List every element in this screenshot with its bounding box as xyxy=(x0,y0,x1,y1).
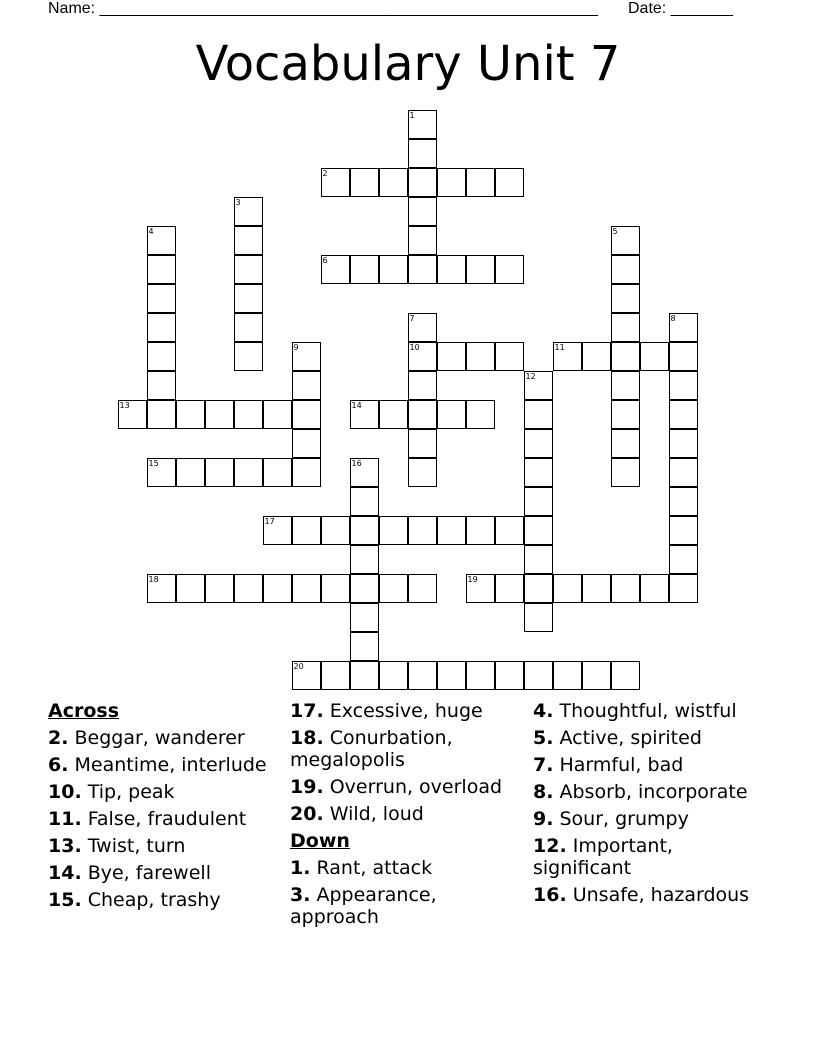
grid-cell[interactable] xyxy=(437,661,466,690)
grid-cell[interactable] xyxy=(292,342,321,371)
grid-cell[interactable] xyxy=(350,168,379,197)
grid-cell[interactable] xyxy=(669,458,698,487)
grid-cell[interactable] xyxy=(234,284,263,313)
grid-cell[interactable] xyxy=(466,516,495,545)
grid-cell[interactable] xyxy=(292,661,321,690)
cell-number: 14 xyxy=(351,400,362,410)
grid-cell[interactable] xyxy=(669,342,698,371)
clue-across-17: 17. Excessive, huge xyxy=(290,700,483,722)
clue-down-9: 9. Sour, grumpy xyxy=(533,808,689,830)
grid-cell[interactable] xyxy=(437,400,466,429)
clue-down-16: 16. Unsafe, hazardous xyxy=(533,884,750,906)
clue-down-7: 7. Harmful, bad xyxy=(533,754,684,776)
grid-cell[interactable] xyxy=(408,400,437,429)
cell-number: 8 xyxy=(670,313,676,323)
grid-cell[interactable] xyxy=(350,545,379,574)
cell-number: 10 xyxy=(409,342,420,352)
grid-cell[interactable] xyxy=(408,313,437,342)
grid-cell[interactable] xyxy=(292,429,321,458)
grid-cell[interactable] xyxy=(524,516,553,545)
grid-cell[interactable] xyxy=(669,487,698,516)
grid-cell[interactable] xyxy=(408,110,437,139)
grid-cell[interactable] xyxy=(408,661,437,690)
grid-cell[interactable] xyxy=(234,255,263,284)
grid-cell[interactable] xyxy=(408,226,437,255)
grid-cell[interactable] xyxy=(263,516,292,545)
grid-cell[interactable] xyxy=(147,400,176,429)
grid-cell[interactable] xyxy=(350,487,379,516)
grid-cell[interactable] xyxy=(640,574,669,603)
grid-cell[interactable] xyxy=(292,516,321,545)
grid-cell[interactable] xyxy=(669,371,698,400)
grid-cell[interactable] xyxy=(205,400,234,429)
grid-cell[interactable] xyxy=(321,661,350,690)
grid-cell[interactable] xyxy=(669,429,698,458)
grid-cell[interactable] xyxy=(611,226,640,255)
grid-cell[interactable] xyxy=(611,342,640,371)
grid-cell[interactable] xyxy=(611,429,640,458)
grid-cell[interactable] xyxy=(495,574,524,603)
cell-number: 16 xyxy=(351,458,362,468)
grid-cell[interactable] xyxy=(466,168,495,197)
grid-cell[interactable] xyxy=(176,574,205,603)
cell-number: 17 xyxy=(264,516,275,526)
grid-cell[interactable] xyxy=(611,313,640,342)
grid-cell[interactable] xyxy=(553,661,582,690)
grid-cell[interactable] xyxy=(611,574,640,603)
clue-down-12: 12. Important, significant xyxy=(533,835,673,879)
grid-cell[interactable] xyxy=(321,574,350,603)
grid-cell[interactable] xyxy=(147,458,176,487)
grid-cell[interactable] xyxy=(466,400,495,429)
grid-cell[interactable] xyxy=(524,661,553,690)
grid-cell[interactable] xyxy=(669,545,698,574)
clue-across-18: 18. Conurbation, megalopolis xyxy=(290,727,453,771)
grid-cell[interactable] xyxy=(524,603,553,632)
grid-cell[interactable] xyxy=(495,661,524,690)
clue-across-20: 20. Wild, loud xyxy=(290,803,424,825)
grid-cell[interactable] xyxy=(437,168,466,197)
grid-cell[interactable] xyxy=(379,168,408,197)
grid-cell[interactable] xyxy=(350,400,379,429)
cell-number: 3 xyxy=(235,197,241,207)
clue-down-5: 5. Active, spirited xyxy=(533,727,702,749)
grid-cell[interactable] xyxy=(466,661,495,690)
grid-cell[interactable] xyxy=(147,342,176,371)
grid-cell[interactable] xyxy=(524,545,553,574)
date-field-label: Date: _______ xyxy=(628,0,733,17)
grid-cell[interactable] xyxy=(350,458,379,487)
grid-cell[interactable] xyxy=(466,574,495,603)
cell-number: 5 xyxy=(612,226,618,236)
grid-cell[interactable] xyxy=(234,458,263,487)
clue-down-4: 4. Thoughtful, wistful xyxy=(533,700,737,722)
grid-cell[interactable] xyxy=(176,458,205,487)
grid-cell[interactable] xyxy=(350,603,379,632)
grid-cell[interactable] xyxy=(669,313,698,342)
grid-cell[interactable] xyxy=(292,458,321,487)
grid-cell[interactable] xyxy=(234,197,263,226)
grid-cell[interactable] xyxy=(524,458,553,487)
grid-cell[interactable] xyxy=(495,516,524,545)
across-heading: Across xyxy=(48,700,120,722)
grid-cell[interactable] xyxy=(495,168,524,197)
cell-number: 11 xyxy=(554,342,565,352)
grid-cell[interactable] xyxy=(611,255,640,284)
grid-cell[interactable] xyxy=(408,139,437,168)
grid-cell[interactable] xyxy=(205,574,234,603)
grid-cell[interactable] xyxy=(437,516,466,545)
clue-column-3 xyxy=(533,700,773,911)
grid-cell[interactable] xyxy=(640,342,669,371)
grid-cell[interactable] xyxy=(524,429,553,458)
grid-cell[interactable] xyxy=(234,226,263,255)
grid-cell[interactable] xyxy=(669,574,698,603)
grid-cell[interactable] xyxy=(321,255,350,284)
grid-cell[interactable] xyxy=(408,371,437,400)
grid-cell[interactable] xyxy=(466,342,495,371)
grid-cell[interactable] xyxy=(147,574,176,603)
clue-across-2: 2. Beggar, wanderer xyxy=(48,727,245,749)
grid-cell[interactable] xyxy=(234,342,263,371)
grid-cell[interactable] xyxy=(408,255,437,284)
cell-number: 12 xyxy=(525,371,536,381)
cell-number: 19 xyxy=(467,574,478,584)
grid-cell[interactable] xyxy=(437,342,466,371)
grid-cell[interactable] xyxy=(611,661,640,690)
grid-cell[interactable] xyxy=(350,255,379,284)
grid-cell[interactable] xyxy=(524,487,553,516)
clue-across-13: 13. Twist, turn xyxy=(48,835,186,857)
grid-cell[interactable] xyxy=(553,342,582,371)
cell-number: 20 xyxy=(293,661,304,671)
grid-cell[interactable] xyxy=(234,574,263,603)
grid-cell[interactable] xyxy=(466,255,495,284)
grid-cell[interactable] xyxy=(524,574,553,603)
grid-cell[interactable] xyxy=(408,429,437,458)
grid-cell[interactable] xyxy=(553,574,582,603)
clue-down-1: 1. Rant, attack xyxy=(290,857,433,879)
grid-cell[interactable] xyxy=(408,197,437,226)
grid-cell[interactable] xyxy=(263,458,292,487)
grid-cell[interactable] xyxy=(234,313,263,342)
grid-cell[interactable] xyxy=(611,400,640,429)
grid-cell[interactable] xyxy=(495,342,524,371)
grid-cell[interactable] xyxy=(350,574,379,603)
grid-cell[interactable] xyxy=(379,661,408,690)
cell-number: 7 xyxy=(409,313,415,323)
grid-cell[interactable] xyxy=(524,400,553,429)
grid-cell[interactable] xyxy=(350,661,379,690)
grid-cell[interactable] xyxy=(118,400,147,429)
cell-number: 9 xyxy=(293,342,299,352)
grid-cell[interactable] xyxy=(611,458,640,487)
grid-cell[interactable] xyxy=(205,458,234,487)
grid-cell[interactable] xyxy=(611,284,640,313)
grid-cell[interactable] xyxy=(611,371,640,400)
clue-across-10: 10. Tip, peak xyxy=(48,781,175,803)
grid-cell[interactable] xyxy=(263,574,292,603)
grid-cell[interactable] xyxy=(379,516,408,545)
cell-number: 15 xyxy=(148,458,159,468)
cell-number: 6 xyxy=(322,255,328,265)
grid-cell[interactable] xyxy=(234,400,263,429)
grid-cell[interactable] xyxy=(582,661,611,690)
grid-cell[interactable] xyxy=(321,168,350,197)
grid-cell[interactable] xyxy=(408,516,437,545)
clue-column-2 xyxy=(290,700,525,933)
name-field-label: Name: ________________________________________________________ xyxy=(48,0,598,17)
grid-cell[interactable] xyxy=(147,284,176,313)
page-title: Vocabulary Unit 7 xyxy=(195,36,621,92)
grid-cell[interactable] xyxy=(176,400,205,429)
grid-cell[interactable] xyxy=(408,458,437,487)
grid-cell[interactable] xyxy=(263,400,292,429)
clue-column-1 xyxy=(48,700,283,916)
grid-cell[interactable] xyxy=(437,255,466,284)
grid-cell[interactable] xyxy=(669,516,698,545)
grid-cell[interactable] xyxy=(408,168,437,197)
clue-down-8: 8. Absorb, incorporate xyxy=(533,781,748,803)
grid-cell[interactable] xyxy=(379,574,408,603)
cell-number: 4 xyxy=(148,226,154,236)
grid-cell[interactable] xyxy=(292,400,321,429)
grid-cell[interactable] xyxy=(495,255,524,284)
cell-number: 2 xyxy=(322,168,328,178)
grid-cell[interactable] xyxy=(147,313,176,342)
grid-cell[interactable] xyxy=(147,226,176,255)
clue-down-3: 3. Appearance, approach xyxy=(290,884,437,928)
grid-cell[interactable] xyxy=(147,371,176,400)
cell-number: 13 xyxy=(119,400,130,410)
grid-cell[interactable] xyxy=(524,371,553,400)
clue-across-14: 14. Bye, farewell xyxy=(48,862,211,884)
grid-cell[interactable] xyxy=(669,400,698,429)
grid-cell[interactable] xyxy=(408,342,437,371)
grid-cell[interactable] xyxy=(379,400,408,429)
grid-cell[interactable] xyxy=(350,516,379,545)
grid-cell[interactable] xyxy=(292,574,321,603)
grid-cell[interactable] xyxy=(321,516,350,545)
grid-cell[interactable] xyxy=(408,574,437,603)
down-heading: Down xyxy=(290,830,350,852)
grid-cell[interactable] xyxy=(582,574,611,603)
clue-across-15: 15. Cheap, trashy xyxy=(48,889,221,911)
cell-number: 1 xyxy=(409,110,415,120)
clue-across-19: 19. Overrun, overload xyxy=(290,776,503,798)
grid-cell[interactable] xyxy=(147,255,176,284)
grid-cell[interactable] xyxy=(292,371,321,400)
cell-number: 18 xyxy=(148,574,159,584)
clue-across-11: 11. False, fraudulent xyxy=(48,808,247,830)
grid-cell[interactable] xyxy=(350,632,379,661)
grid-cell[interactable] xyxy=(582,342,611,371)
clue-across-6: 6. Meantime, interlude xyxy=(48,754,267,776)
grid-cell[interactable] xyxy=(379,255,408,284)
